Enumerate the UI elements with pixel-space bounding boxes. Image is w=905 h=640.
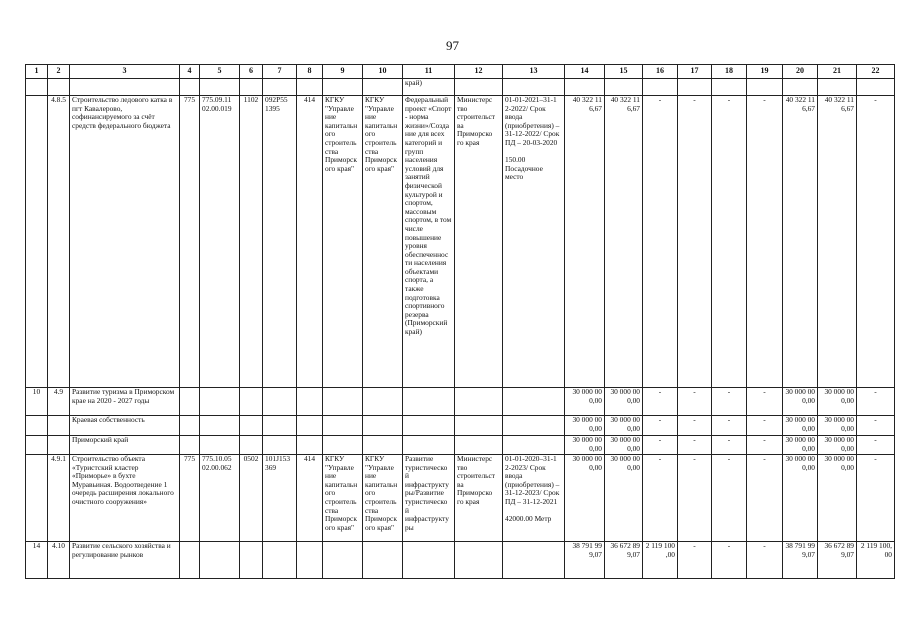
table-cell [200, 79, 240, 96]
table-row [26, 416, 895, 436]
column-header: 19 [747, 65, 783, 79]
table-cell: 2 119 100 ,00 [643, 542, 678, 579]
table-cell: - [643, 436, 678, 455]
column-header: 22 [857, 65, 895, 79]
table-cell [455, 416, 503, 436]
table-cell: 30 000 00 0,00 [818, 388, 857, 416]
table-cell [503, 542, 565, 579]
column-header: 18 [712, 65, 747, 79]
table-cell [297, 436, 323, 455]
table-cell [200, 436, 240, 455]
table-cell [26, 96, 48, 388]
table-cell: 40 322 11 6,67 [605, 96, 643, 388]
table-cell: 40 322 11 6,67 [565, 96, 605, 388]
table-cell [240, 416, 263, 436]
column-header: 17 [678, 65, 712, 79]
table-cell: 2 119 100, 00 [857, 542, 895, 579]
table-cell: край) [403, 79, 455, 96]
table-cell [605, 79, 643, 96]
table-cell: 4.10 [48, 542, 70, 579]
column-header: 12 [455, 65, 503, 79]
table-cell [200, 416, 240, 436]
table-cell [455, 79, 503, 96]
table-cell [263, 79, 297, 96]
table-cell: 30 000 00 0,00 [783, 436, 818, 455]
column-header: 7 [263, 65, 297, 79]
table-cell [678, 79, 712, 96]
table-cell: - [678, 542, 712, 579]
table-cell: Развитие туризма в Приморском крае на 2020 - 2027 годы [70, 388, 180, 416]
table-cell: 775.09.11 02.00.019 [200, 96, 240, 388]
table-cell [747, 79, 783, 96]
table-cell: - [712, 436, 747, 455]
table-cell [363, 416, 403, 436]
column-header: 16 [643, 65, 678, 79]
table-cell [323, 416, 363, 436]
table-cell: - [712, 388, 747, 416]
table-cell: КГКУ "Управле ние капитальн ого строитель ства Приморск ого края" [323, 455, 363, 542]
table-cell: 1102 [240, 96, 263, 388]
table-cell [643, 79, 678, 96]
column-header: 20 [783, 65, 818, 79]
table-cell: - [678, 96, 712, 388]
table-cell [26, 79, 48, 96]
table-cell [240, 388, 263, 416]
table-cell: 30 000 00 0,00 [605, 388, 643, 416]
table-cell: 0502 [240, 455, 263, 542]
table-cell: - [747, 388, 783, 416]
table-cell [455, 542, 503, 579]
table-cell: 30 000 00 0,00 [818, 455, 857, 542]
table-cell [455, 436, 503, 455]
table-row [26, 79, 895, 96]
table-cell: - [712, 416, 747, 436]
table-cell [48, 436, 70, 455]
table-cell: 775.10.05 02.00.062 [200, 455, 240, 542]
table-cell: КГКУ "Управле ние капитальн ого строитель ства Приморск ого края" [363, 455, 403, 542]
table-cell: Строительство ледового катка в пгт Кавалерово, софинансируемого за счёт средств федерального бюджета [70, 96, 180, 388]
table-cell [363, 388, 403, 416]
column-header: 5 [200, 65, 240, 79]
table-cell: - [678, 436, 712, 455]
table-cell: 36 672 89 9,07 [605, 542, 643, 579]
table-cell [323, 79, 363, 96]
table-cell: 40 322 11 6,67 [783, 96, 818, 388]
table-cell [503, 416, 565, 436]
column-header: 13 [503, 65, 565, 79]
table-cell: - [747, 455, 783, 542]
table-cell [263, 416, 297, 436]
table-cell [26, 455, 48, 542]
table-cell: - [857, 416, 895, 436]
table-cell [180, 388, 200, 416]
table-cell: 30 000 00 0,00 [565, 436, 605, 455]
table-cell: 38 791 99 9,07 [565, 542, 605, 579]
table-cell: 40 322 11 6,67 [818, 96, 857, 388]
table-cell [240, 542, 263, 579]
table-cell: 30 000 00 0,00 [783, 388, 818, 416]
table-cell [70, 79, 180, 96]
table-cell [48, 416, 70, 436]
table-row [26, 455, 895, 542]
table-cell [503, 388, 565, 416]
column-header: 1 [26, 65, 48, 79]
table-cell [180, 436, 200, 455]
table-cell: - [747, 416, 783, 436]
table-cell: 775 [180, 455, 200, 542]
table-cell [263, 542, 297, 579]
table-cell [712, 79, 747, 96]
table-cell: 30 000 00 0,00 [565, 388, 605, 416]
table-cell [48, 79, 70, 96]
table-cell [297, 542, 323, 579]
table-cell: 30 000 00 0,00 [818, 436, 857, 455]
table-row [26, 388, 895, 416]
table-cell [455, 388, 503, 416]
table-cell: - [712, 455, 747, 542]
table-cell [818, 79, 857, 96]
column-header: 14 [565, 65, 605, 79]
table-cell: - [678, 416, 712, 436]
table-cell [26, 436, 48, 455]
table-cell: 4.9.1 [48, 455, 70, 542]
column-header: 10 [363, 65, 403, 79]
table-cell [403, 388, 455, 416]
table-cell: 4.8.5 [48, 96, 70, 388]
table-row [26, 436, 895, 455]
table-cell [240, 436, 263, 455]
table-cell: 30 000 00 0,00 [605, 416, 643, 436]
table-row [26, 96, 895, 388]
column-number-row [26, 65, 895, 79]
table-cell: 36 672 89 9,07 [818, 542, 857, 579]
table-cell: - [857, 436, 895, 455]
table-cell [297, 416, 323, 436]
table-cell: 4.9 [48, 388, 70, 416]
table-cell: 775 [180, 96, 200, 388]
table-cell [240, 79, 263, 96]
table-cell: - [712, 542, 747, 579]
table-cell: - [747, 542, 783, 579]
table-cell: 30 000 00 0,00 [565, 416, 605, 436]
table-cell: - [857, 455, 895, 542]
table-cell [857, 79, 895, 96]
table-cell: - [747, 436, 783, 455]
table-cell [323, 436, 363, 455]
table-cell: - [643, 388, 678, 416]
table-cell [263, 388, 297, 416]
page-number: 97 [446, 38, 459, 53]
table-cell: 01-01-2020–31-1 2-2023/ Срок ввода (приобретения) – 31-12-2023/ Срок ПД – 31-12-2021 42000.00 Метр [503, 455, 565, 542]
table-cell: - [643, 455, 678, 542]
column-header: 15 [605, 65, 643, 79]
table-cell: 38 791 99 9,07 [783, 542, 818, 579]
table-cell [783, 79, 818, 96]
column-header: 9 [323, 65, 363, 79]
table-row [26, 542, 895, 579]
column-header: 11 [403, 65, 455, 79]
table-cell [263, 436, 297, 455]
table-cell: Развитие туристическо й инфраструкту ры/Развитие туристическо й инфраструкту ры [403, 455, 455, 542]
table-cell [565, 79, 605, 96]
table-cell: - [643, 416, 678, 436]
table-cell: 30 000 00 0,00 [818, 416, 857, 436]
table-cell: 10 [26, 388, 48, 416]
table-cell: 101J153 369 [263, 455, 297, 542]
table-cell [403, 436, 455, 455]
table-cell: Министерс тво строительст ва Приморско го края [455, 455, 503, 542]
table-cell [363, 542, 403, 579]
table-cell: Развитие сельского хозяйства и регулирование рынков [70, 542, 180, 579]
column-header: 2 [48, 65, 70, 79]
column-header: 6 [240, 65, 263, 79]
table-cell [363, 79, 403, 96]
table-cell: 30 000 00 0,00 [565, 455, 605, 542]
column-header: 4 [180, 65, 200, 79]
table-cell: - [857, 388, 895, 416]
table-cell: 30 000 00 0,00 [605, 455, 643, 542]
table-cell: Федеральный проект «Спорт - норма жизни»/Созда ние для всех категорий и групп населения условий для занятий физической культурой и спортом, массовым спортом, в том числе повышение уровня обеспеченнос ти населения объектами спорта, а также подготовка спортивного резерва (Приморский край) [403, 96, 455, 388]
table-cell: - [857, 96, 895, 388]
table-cell: - [678, 388, 712, 416]
table-cell: Министерс тво строительст ва Приморско го края [455, 96, 503, 388]
table-cell: КГКУ "Управле ние капитальн ого строитель ства Приморск ого края" [323, 96, 363, 388]
table-cell: 30 000 00 0,00 [605, 436, 643, 455]
table-cell [503, 436, 565, 455]
table-cell [200, 388, 240, 416]
table-cell: КГКУ "Управле ние капитальн ого строитель ства Приморск ого края" [363, 96, 403, 388]
table-cell: - [712, 96, 747, 388]
table-cell [297, 388, 323, 416]
table-cell [180, 416, 200, 436]
table-cell: 092P55 1395 [263, 96, 297, 388]
table-cell: 01-01-2021–31-1 2-2022/ Срок ввода (приобретения) – 31-12-2022/ Срок ПД – 20-03-2020 150.00 Посадочное место [503, 96, 565, 388]
table-cell [323, 542, 363, 579]
table-cell [363, 436, 403, 455]
table-cell [403, 542, 455, 579]
budget-table [25, 64, 895, 579]
table-cell: 414 [297, 455, 323, 542]
table-cell [26, 416, 48, 436]
table-cell: 30 000 00 0,00 [783, 455, 818, 542]
table-cell: 14 [26, 542, 48, 579]
column-header: 3 [70, 65, 180, 79]
column-header: 21 [818, 65, 857, 79]
table-cell: Приморский край [70, 436, 180, 455]
table-cell [323, 388, 363, 416]
table-cell: - [643, 96, 678, 388]
table-cell: - [747, 96, 783, 388]
column-header: 8 [297, 65, 323, 79]
table-cell [403, 416, 455, 436]
table-cell [180, 79, 200, 96]
table-cell: - [678, 455, 712, 542]
table-cell [503, 79, 565, 96]
table-cell: Краевая собственность [70, 416, 180, 436]
table-cell [200, 542, 240, 579]
table-cell [297, 79, 323, 96]
table-cell: 30 000 00 0,00 [783, 416, 818, 436]
table-cell: 414 [297, 96, 323, 388]
table-cell [180, 542, 200, 579]
table-cell: Строительство объекта «Туристский кластер «Приморье» в бухте Муравьиная. Водоотведение 1 очередь расширения локального очистного сооружения» [70, 455, 180, 542]
